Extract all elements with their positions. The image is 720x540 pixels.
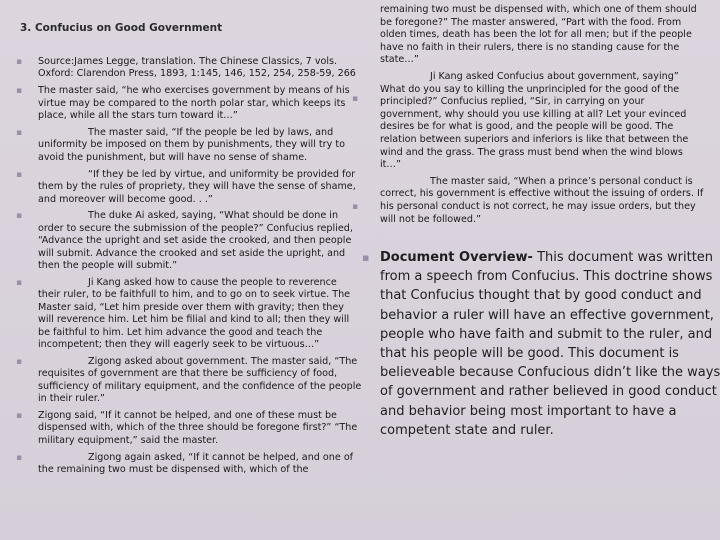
bullet-marker: ▪ [16,57,23,67]
bullet-marker: ▪ [16,452,23,463]
bullet-text: “If they be led by virtue, and uniformity be provided for them by the rules of propriety, they will have the sense of shame, and moreover will become good. . .” [38,168,356,205]
bullet-item [14,356,362,406]
bullet-text: Zigong again asked, “If it cannot be helped, and one of the remaining two must be dispensed with, which of the [38,451,354,476]
document-overview [360,248,720,440]
bullet-item [14,85,362,122]
bullet-text: Zigong said, “If it cannot be helped, and one of these must be dispensed with, which of the three should be foregone first?” “The military equipment,” said the master. [38,410,358,446]
right-paragraph [380,4,706,67]
bullet-item [14,210,362,272]
bullet-marker: ▪ [16,411,23,422]
bullet-marker: ▪ [16,356,23,367]
slide-title: 3. Confucius on Good Government [20,22,223,34]
bullet-marker: ▪ [16,86,23,97]
right-paragraph [380,176,706,226]
bullet-marker: ▪ [16,211,23,222]
right-paragraph [380,71,706,172]
bullet-marker: ▪ [16,128,23,139]
paragraph-text: remaining two must be dispensed with, which one of them should be foregone?” The master answered, “Part with the food. From olden times, death has been the lot for all men; but if the people have no faith in their rulers, there is no standing cause for the state…” [380,4,697,66]
bullet-item [14,169,362,206]
overview-text: This document was written from a speech from Confucius. This doctrine shows that Confucius thought that by good conduct and behavior a ruler will have an effective government, people who have faith and submit to the ruler, and that his people will be good. This document is believeable because Confucious didn’t like the ways of government and rather believed in good conduct and behavior being most important to have a competent state and ruler. [380,250,720,438]
bullet-text: Zigong asked about government. The master said, “The requisites of government are that there be sufficiency of food, sufficiency of military equipment, and the confidence of the people in their ruler.” [38,355,362,405]
paragraph-text: Ji Kang asked Confucius about government, saying” What do you say to killing the unprincipled for the good of the principled?” Confucius replied, “Sir, in carrying on your government, why should you use killing at all? Let your evinced desires be for what is good, and the people will be good. The relation between superiors and inferiors is like that between the wind and the grass. The grass must bend when the wind blows it…” [380,70,689,171]
bullet-text: The duke Ai asked, saying, “What should be done in order to secure the submission of the people?” Confucius replied, “Advance the upright and set aside the crooked, and then people will submit. Advance the crooked and set aside the upright, and then the people will submit.” [38,210,353,272]
bullet-item [14,56,362,81]
right-text-block [380,4,706,230]
paragraph-text: The master said, “When a prince’s personal conduct is correct, his government is effective without the issuing of orders. If his personal conduct is not correct, he may issue orders, but they will not be followed.” [380,175,704,225]
bullet-marker: ▪ [16,278,23,288]
bullet-marker: ▪ [16,169,23,180]
bullet-item [14,452,362,477]
bullet-marker: ▪ [362,251,370,264]
left-bullet-list [14,56,362,481]
bullet-item [14,127,362,164]
bullet-text: Ji Kang asked how to cause the people to reverence their ruler, to be faithfull to him, and to go on to seek virtue. The Master said, “Let him preside over them with gravity; then they will reverence him. Let him be filial and kind to all; then they will be faithful to him. Let him advance the good and teach the incompetent; then they will eagerly seek to be virtuous…” [38,277,351,351]
bullet-text: The master said, “he who exercises government by means of his virtue may be compared to the north polar star, which keeps its place, while all the stars turn toward it…” [38,85,350,122]
overview-heading: Document Overview- [380,250,533,265]
bullet-item [14,410,362,447]
bullet-item [14,277,362,351]
bullet-marker: ▪ [352,94,359,104]
bullet-marker: ▪ [352,202,359,212]
bullet-text: Source:James Legge, translation. The Chinese Classics, 7 vols. Oxford: Clarendon Press, 1893, 1:145, 146, 152, 254, 258-59, 266 [38,56,356,80]
bullet-text: The master said, “If the people be led by laws, and uniformity be imposed on them by punishments, they will try to avoid the punishment, but will have no sense of shame. [38,127,345,163]
